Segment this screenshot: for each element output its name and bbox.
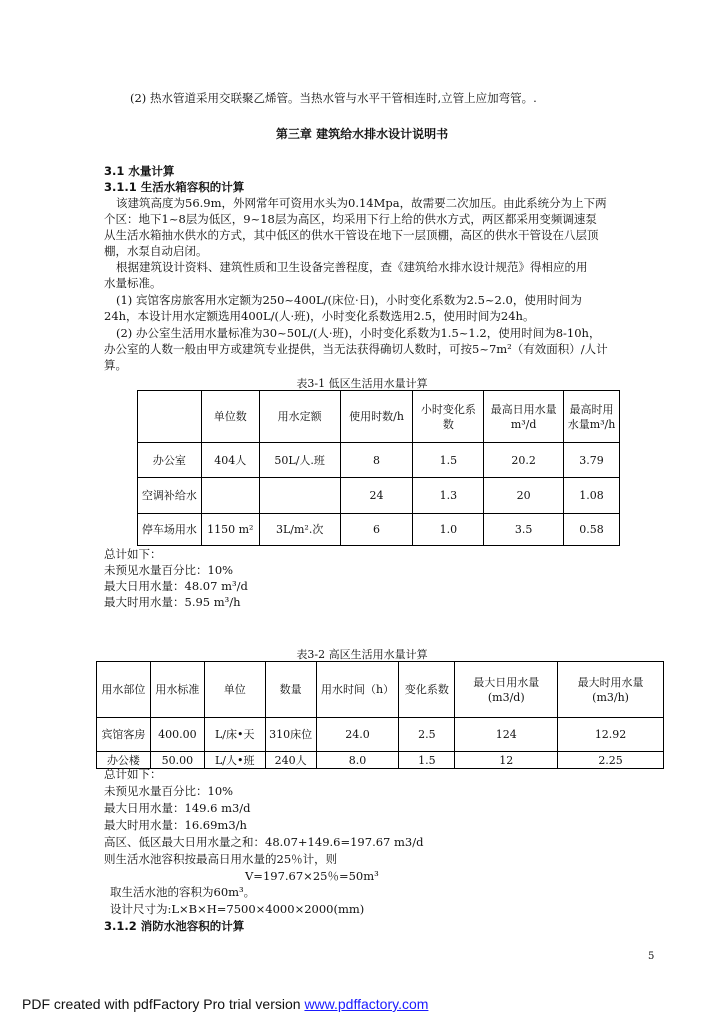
table-row: [138, 443, 620, 478]
header-cell: 单位数: [201, 391, 259, 443]
table-cell: 空调补给水: [138, 478, 202, 514]
footer-text: PDF created with pdfFactory Pro trial version: [22, 996, 305, 1012]
summary-line: 最大日用水量：149.6 m3/d: [104, 801, 251, 815]
table-cell: L/床•天: [204, 718, 265, 752]
high-zone-water-table: [96, 661, 664, 769]
page-number: 5: [648, 951, 655, 962]
table-cell: 3.5: [484, 514, 564, 546]
table-caption: 表3-1 低区生活用水量计算: [296, 377, 428, 390]
table-cell: L/人•班: [204, 752, 265, 769]
table-cell: 12.92: [558, 718, 664, 752]
table-cell: 50L/人.班: [259, 443, 340, 478]
paragraph-line: 棚，水泵自动启闭。: [104, 244, 208, 258]
table-cell: 310床位: [265, 718, 316, 752]
header-cell: 小时变化系数: [413, 391, 484, 443]
table-cell: 1.3: [413, 478, 484, 514]
header-cell: 最大时用水量(m3/h): [558, 662, 664, 718]
chapter-title: 第三章 建筑给水排水设计说明书: [275, 127, 449, 141]
summary-line: 总计如下：: [104, 767, 162, 781]
table-cell: 3.79: [564, 443, 620, 478]
table-cell: 宾馆客房: [97, 718, 151, 752]
table-row: [97, 752, 664, 769]
pdf-footer: [22, 996, 428, 1012]
pdffactory-link[interactable]: www.pdffactory.com: [304, 996, 429, 1012]
summary-line: 最大日用水量：48.07 m³/d: [104, 579, 248, 593]
table-cell: 办公楼: [97, 752, 151, 769]
table-cell: 8: [340, 443, 413, 478]
table-cell: 1.5: [413, 443, 484, 478]
table-cell: 0.58: [564, 514, 620, 546]
summary-line: 最大时用水量：16.69m3/h: [104, 818, 247, 832]
header-cell: 变化系数: [399, 662, 455, 718]
paragraph-line: 根据建筑设计资料、建筑性质和卫生设备完善程度，查《建筑给水排水设计规范》得相应的用: [116, 260, 588, 274]
header-cell: 使用时数/h: [340, 391, 413, 443]
table-cell: 20: [484, 478, 564, 514]
header-cell: 单位: [204, 662, 265, 718]
table-cell: 12: [455, 752, 558, 769]
summary-line: 总计如下：: [104, 547, 162, 561]
table-cell: 20.2: [484, 443, 564, 478]
header-cell: [138, 391, 202, 443]
paragraph-line: 该建筑高度为56.9m，外网常年可资用水头为0.14Mpa，故需要二次加压。由此系统分为上下两: [116, 196, 607, 210]
table-cell: 1150 m²: [201, 514, 259, 546]
paragraph-line: 从生活水箱抽水供水的方式，其中低区的供水干管设在地下一层顶棚，高区的供水干管设在八层顶: [104, 228, 599, 242]
table-cell: [201, 478, 259, 514]
tank-size-line: 设计尺寸为:L×B×H=7500×4000×2000(mm): [110, 902, 365, 916]
low-zone-water-table: [137, 390, 620, 546]
table-cell: 2.25: [558, 752, 664, 769]
header-cell: 最高日用水量m³/d: [484, 391, 564, 443]
table-cell: 24: [340, 478, 413, 514]
header-cell: 用水标准: [150, 662, 204, 718]
table-cell: 2.5: [399, 718, 455, 752]
paragraph-line: (2) 办公室生活用水量标准为30~50L/(人·班)，小时变化系数为1.5~1.2，使用时间为8-10h，: [116, 326, 601, 340]
table-cell: 240人: [265, 752, 316, 769]
paragraph-line: 办公室的人数一般由甲方或建筑专业提供，当无法获得确切人数时，可按5~7m²（有效面积）/人计: [104, 342, 608, 356]
section-heading-3-1-2: 3.1.2 消防水池容积的计算: [104, 919, 245, 933]
table-cell: 1.5: [399, 752, 455, 769]
table-cell: 24.0: [316, 718, 399, 752]
table-header-row: [97, 662, 664, 718]
paragraph-line: (1) 宾馆客房旅客用水定额为250~400L/(床位·日)，小时变化系数为2.5~2.0，使用时间为: [116, 293, 582, 307]
table-header-row: [138, 391, 620, 443]
table-row: [138, 478, 620, 514]
intro-line: (2) 热水管道采用交联聚乙烯管。当热水管与水平干管相连时,立管上应加弯管。.: [130, 91, 537, 105]
volume-formula: V=197.67×25％=50m³: [245, 869, 379, 883]
table-cell: 6: [340, 514, 413, 546]
summary-line: 高区、低区最大日用水量之和：48.07+149.6=197.67 m3/d: [104, 835, 424, 849]
table-cell: 1.0: [413, 514, 484, 546]
table-cell: 404人: [201, 443, 259, 478]
table-cell: 1.08: [564, 478, 620, 514]
paragraph-line: 个区：地下1~8层为低区，9~18层为高区，均采用下行上给的供水方式，两区都采用变频调速泵: [104, 212, 597, 226]
table-cell: [259, 478, 340, 514]
summary-line: 最大时用水量：5.95 m³/h: [104, 595, 241, 609]
table-caption: 表3-2 高区生活用水量计算: [296, 648, 428, 661]
header-cell: 最大日用水量(m3/d): [455, 662, 558, 718]
summary-line: 则生活水池容积按最高日用水量的25％计，则: [104, 852, 338, 866]
header-cell: 用水定额: [259, 391, 340, 443]
summary-line: 未预见水量百分比：10%: [104, 784, 234, 798]
tank-volume-line: 取生活水池的容积为60m³。: [110, 885, 256, 899]
header-cell: 最高时用水量m³/h: [564, 391, 620, 443]
table-cell: 400.00: [150, 718, 204, 752]
table-row: [97, 718, 664, 752]
header-cell: 用水时间（h）: [316, 662, 399, 718]
table-cell: 8.0: [316, 752, 399, 769]
paragraph-line: 算。: [104, 358, 127, 372]
table-cell: 停车场用水: [138, 514, 202, 546]
paragraph-line: 24h，本设计用水定额选用400L/(人·班)，小时变化系数选用2.5，使用时间为24h。: [104, 309, 535, 323]
header-cell: 用水部位: [97, 662, 151, 718]
table-cell: 124: [455, 718, 558, 752]
section-heading-3-1: 3.1 水量计算: [104, 164, 175, 178]
summary-line: 未预见水量百分比：10%: [104, 563, 234, 577]
paragraph-line: 水量标准。: [104, 276, 162, 290]
table-cell: 3L/m².次: [259, 514, 340, 546]
table-cell: 办公室: [138, 443, 202, 478]
section-heading-3-1-1: 3.1.1 生活水箱容积的计算: [104, 180, 245, 194]
header-cell: 数量: [265, 662, 316, 718]
table-row: [138, 514, 620, 546]
table-cell: 50.00: [150, 752, 204, 769]
